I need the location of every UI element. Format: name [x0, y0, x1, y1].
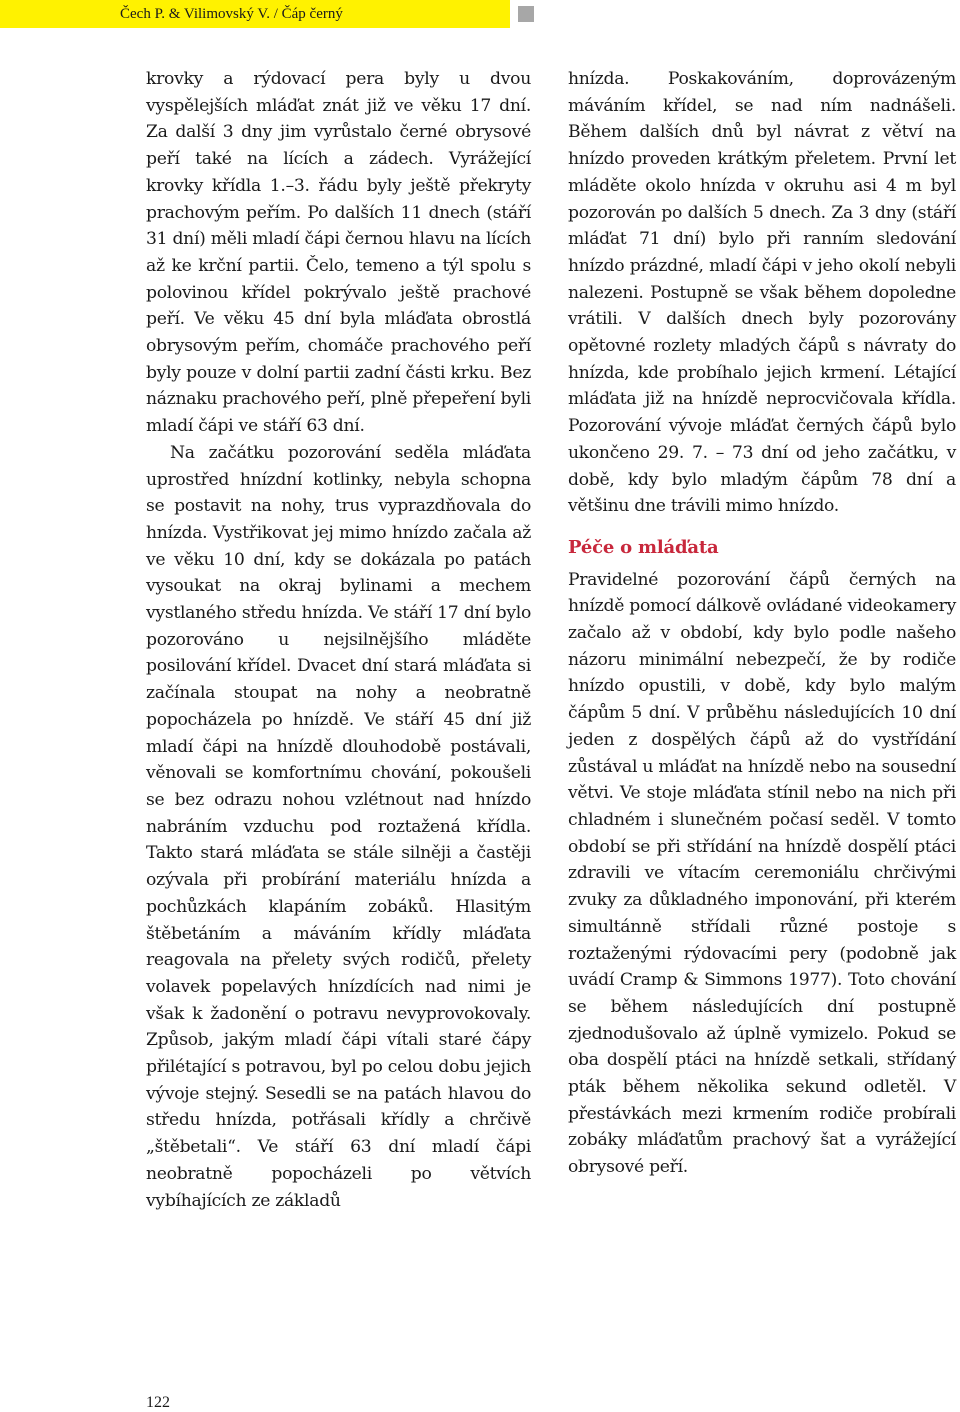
- page-number: 122: [146, 1394, 170, 1411]
- paragraph-continued: krovky a rýdovací pera byly u dvou vyspělejších mláďat znát již ve věku 17 dní. Za další 3 dny jim vyrůstalo černé obrysové peří také na lících a zádech. Vyrážející krovky křídla 1.–3. řádu byly ještě překryty prachovým peřím. Po dalších 11 dnech (stáří 31 dní) měli mladí čápi černou hlavu na lících až ke krční partii. Čelo, temeno a týl spolu s polovinou křídel pokrývalo ještě prachové peří. Ve věku 45 dní byla mláďata obrostlá obrysovým peřím, chomáče prachového peří byly pouze v dolní partii zadní části krku. Bez náznaku prachového peří, plně přepeření byli mladí čápi ve stáří 63 dní.: [146, 69, 531, 437]
- left-column: [146, 66, 531, 1214]
- paragraph: Pravidelné pozorování čápů černých na hnízdě pomocí dálkově ovládané videokamery začalo až v období, kdy bylo podle našeho názoru minimální nebezpečí, že by rodiče hnízdo opustili, v době, kdy bylo malým čápům 5 dní. V průběhu následujících 10 dní jeden z dospělých čápů až do vystřídání zůstával u mláďat na hnízdě nebo na sousední větvi. Ve stoje mláďata stínil nebo na nich při chladném i slunečném počasí seděl. V tomto období se při střídání na hnízdě dospělí ptáci zdravili ve vítacím ceremoniálu chrčivými zvuky za důkladného imponování, při kterém simultánně střídali různé postoje s roztaženými rýdovacími pery (podobně jak uvádí Cramp & Simmons 1977). Toto chování se během následujících dní postupně zjednodušovalo až úplně vymizelo. Pokud se oba dospělí ptáci na hnízdě setkali, střídaný pták během několika sekund odletěl. V přestávkách mezi krmením rodiče probírali zobáky mláďatům prachový šat a vyrážející obrysové peří.: [568, 569, 956, 1178]
- section-heading: Péče o mláďata: [568, 536, 719, 558]
- paragraph-continued: hnízda. Poskakováním, doprovázeným máváním křídel, se nad ním nadnášeli. Během dalších dnů byl návrat z větví na hnízdo proveden krátkým přeletem. První let mláděte okolo hnízda v okruhu asi 4 m byl pozorován po dalších 5 dnech. Za 3 dny (stáří mláďat 71 dní) bylo při ranním sledování hnízdo prázdné, mladí čápi v jeho okolí nebyli nalezeni. Postupně se však během dopoledne vrátili. V dalších dnech byly pozorovány opětovné rozlety mladých čápů s návraty do hnízda, kde probíhalo jejich krmení. Létající mláďata již na hnízdě neprocvičovala křídla. Pozorování vývoje mláďat černých čápů bylo ukončeno 29. 7. – 73 dní od jeho začátku, v době, kdy bylo mladým čápům 78 dní a většinu dne trávili mimo hnízdo.: [568, 69, 956, 517]
- header-square-marker: [518, 6, 534, 22]
- paragraph: Na začátku pozorování seděla mláďata uprostřed hnízdní kotlinky, nebyla schopna se postavit na nohy, trus vyprazdňovala do hnízda. Vystřikovat jej mimo hnízdo začala až ve věku 10 dní, kdy se dokázala po patách vysoukat na okraj bylinami a mechem vystlaného středu hnízda. Ve stáří 17 dní bylo pozorováno u nejsilnějšího mláděte posilování křídel. Dvacet dní stará mláďata si začínala stoupat na nohy a neobratně popocházela po hnízdě. Ve stáří 45 dní již mladí čápi na hnízdě dlouhodobě postávali, věnovali se komfortnímu chování, pokoušeli se bez odrazu nohou vzlétnout nad hnízdo nabráním vzduchu pod roztažená křídla. Takto stará mláďata se stále silněji a častěji ozývala při probírání materiálu hnízda a pochůzkách klapáním zobáků. Hlasitým štěbetáním a máváním křídly mláďata reagovala na přelety svých rodičů, přelety volavek popelavých hnízdících nad nimi je však k žadonění o potravu nevyprovokovaly. Způsob, jakým mladí čápi vítali staré čápy přilétající s potravou, byl po celou dobu jejich vývoje stejný. Sesedli se na patách hlavou do středu hnízda, potřásali křídly a chrčivě „štěbetali“. Ve stáří 63 dní mladí čápi neobratně popocházeli po větvích vybíhajících ze základů: [146, 442, 531, 1211]
- running-header-title: Čech P. & Vilimovský V. / Čáp černý: [120, 6, 343, 22]
- right-column: [568, 66, 956, 1181]
- running-header: [0, 0, 960, 28]
